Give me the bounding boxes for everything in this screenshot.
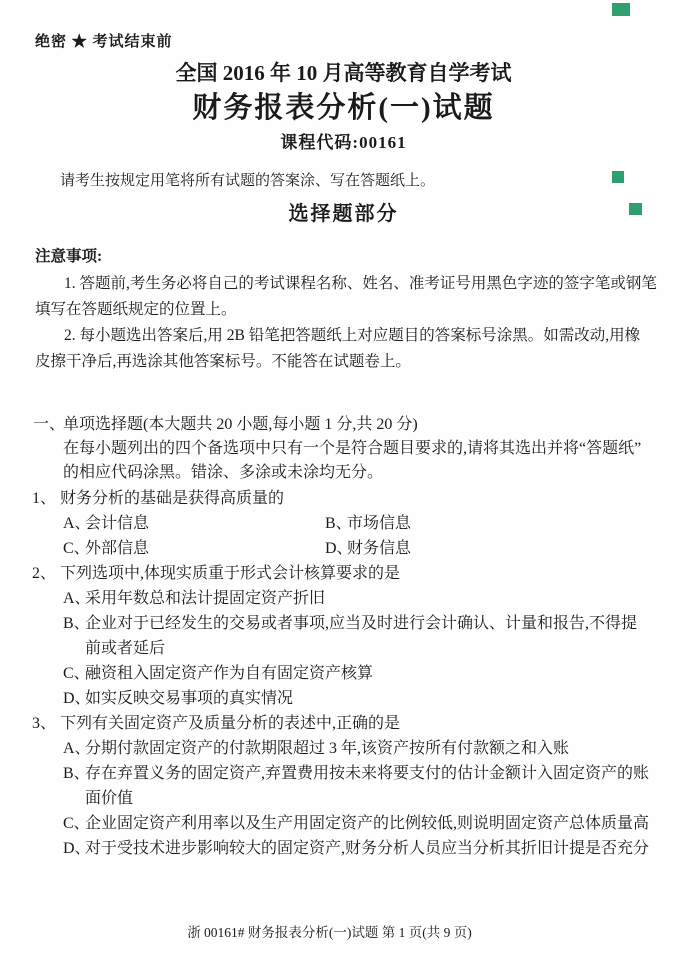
option-text: 对于受技术进步影响较大的固定资产,财务分析人员应当分析其折旧计提是否充分 bbox=[85, 840, 650, 857]
option-text: 企业固定资产利用率以及生产用固定资产的比例较低,则说明固定资产总体质量高 bbox=[85, 815, 650, 832]
notes-item1-line1: 1. 答题前,考生务必将自己的考试课程名称、姓名、准考证号用黑色字迹的签字笔或钢笔 bbox=[64, 275, 657, 292]
question-number: 2、 bbox=[32, 565, 57, 582]
question-1-stem bbox=[0, 486, 687, 511]
option-label: B、 bbox=[63, 765, 90, 782]
option-a bbox=[63, 511, 325, 536]
option-a bbox=[63, 586, 687, 611]
option-b bbox=[63, 761, 687, 786]
annotation-mark-pen-notice bbox=[612, 171, 624, 183]
section-one-desc-line1: 在每小题列出的四个备选项中只有一个是符合题目要求的,请将其选出并将“答题纸” bbox=[63, 440, 642, 457]
question-3-stem bbox=[0, 711, 687, 736]
option-label: A、 bbox=[63, 590, 91, 607]
option-text: 融资租入固定资产作为自有固定资产核算 bbox=[85, 665, 374, 682]
question-text: 下列选项中,体现实质重于形式会计核算要求的是 bbox=[60, 565, 401, 582]
option-label: C、 bbox=[63, 540, 90, 557]
option-text: 分期付款固定资产的付款期限超过 3 年,该资产按所有付款额之和入账 bbox=[85, 740, 570, 757]
option-d bbox=[325, 536, 687, 561]
option-text: 财务信息 bbox=[347, 540, 412, 557]
option-text: 采用年数总和法计提固定资产折旧 bbox=[85, 590, 326, 607]
option-text: 如实反映交易事项的真实情况 bbox=[85, 690, 294, 707]
option-d bbox=[63, 686, 687, 711]
option-label: C、 bbox=[63, 665, 90, 682]
question-number: 3、 bbox=[32, 715, 57, 732]
option-label: A、 bbox=[63, 740, 91, 757]
option-label: D、 bbox=[63, 840, 91, 857]
notes-item2-line1: 2. 每小题选出答案后,用 2B 铅笔把答题纸上对应题目的答案标号涂黑。如需改动,用橡 bbox=[64, 327, 641, 344]
option-label: C、 bbox=[63, 815, 90, 832]
option-text: 会计信息 bbox=[85, 515, 150, 532]
section-one-heading: 单项选择题(本大题共 20 小题,每小题 1 分,共 20 分) bbox=[63, 416, 418, 433]
section-heading: 选择题部分 bbox=[288, 203, 399, 225]
classification-banner: 绝密 ★ 考试结束前 bbox=[35, 34, 173, 50]
notes-heading: 注意事项: bbox=[35, 248, 103, 265]
question-number: 1、 bbox=[32, 490, 57, 507]
option-a bbox=[63, 736, 687, 761]
option-label: B、 bbox=[63, 615, 90, 632]
question-1-options bbox=[63, 511, 687, 561]
section-one bbox=[0, 413, 687, 485]
option-b-continuation: 前或者延后 bbox=[85, 640, 166, 657]
notes-item1-line2: 填写在答题纸规定的位置上。 bbox=[35, 301, 237, 318]
notes-item2-line2: 皮擦干净后,再选涂其他答案标号。不能答在试题卷上。 bbox=[35, 353, 411, 370]
page-footer: 浙 00161# 财务报表分析(一)试题 第 1 页(共 9 页) bbox=[187, 925, 472, 940]
question-3 bbox=[0, 711, 687, 861]
option-d bbox=[63, 836, 687, 861]
question-text: 财务分析的基础是获得高质量的 bbox=[60, 490, 285, 507]
option-c bbox=[63, 536, 325, 561]
section-one-heading-line bbox=[0, 413, 687, 437]
option-text: 外部信息 bbox=[85, 540, 150, 557]
option-c bbox=[63, 811, 687, 836]
option-label: A、 bbox=[63, 515, 91, 532]
paper-title: 财务报表分析(一)试题 bbox=[192, 92, 495, 124]
option-b-continuation: 面价值 bbox=[85, 790, 134, 807]
option-label: D、 bbox=[63, 690, 91, 707]
option-text: 市场信息 bbox=[347, 515, 412, 532]
pen-instruction: 请考生按规定用笔将所有试题的答案涂、写在答题纸上。 bbox=[60, 173, 436, 189]
option-b bbox=[325, 511, 687, 536]
option-label: D、 bbox=[325, 540, 353, 557]
exam-session-title: 全国 2016 年 10 月高等教育自学考试 bbox=[175, 61, 512, 85]
section-one-number: 一、 bbox=[33, 416, 66, 433]
option-b bbox=[63, 611, 687, 636]
question-text: 下列有关固定资产及质量分析的表述中,正确的是 bbox=[60, 715, 401, 732]
question-2 bbox=[0, 561, 687, 711]
annotation-mark-top-right bbox=[612, 3, 630, 16]
section-one-desc-line2: 的相应代码涂黑。错涂、多涂或未涂均无分。 bbox=[63, 464, 384, 481]
option-text: 存在弃置义务的固定资产,弃置费用按未来将要支付的估计金额计入固定资产的账 bbox=[85, 765, 650, 782]
question-2-stem bbox=[0, 561, 687, 586]
annotation-mark-section-title bbox=[629, 203, 642, 215]
question-1 bbox=[0, 486, 687, 561]
option-c bbox=[63, 661, 687, 686]
option-label: B、 bbox=[325, 515, 352, 532]
option-text: 企业对于已经发生的交易或者事项,应当及时进行会计确认、计量和报告,不得提 bbox=[85, 615, 638, 632]
course-code: 课程代码:00161 bbox=[280, 133, 407, 152]
